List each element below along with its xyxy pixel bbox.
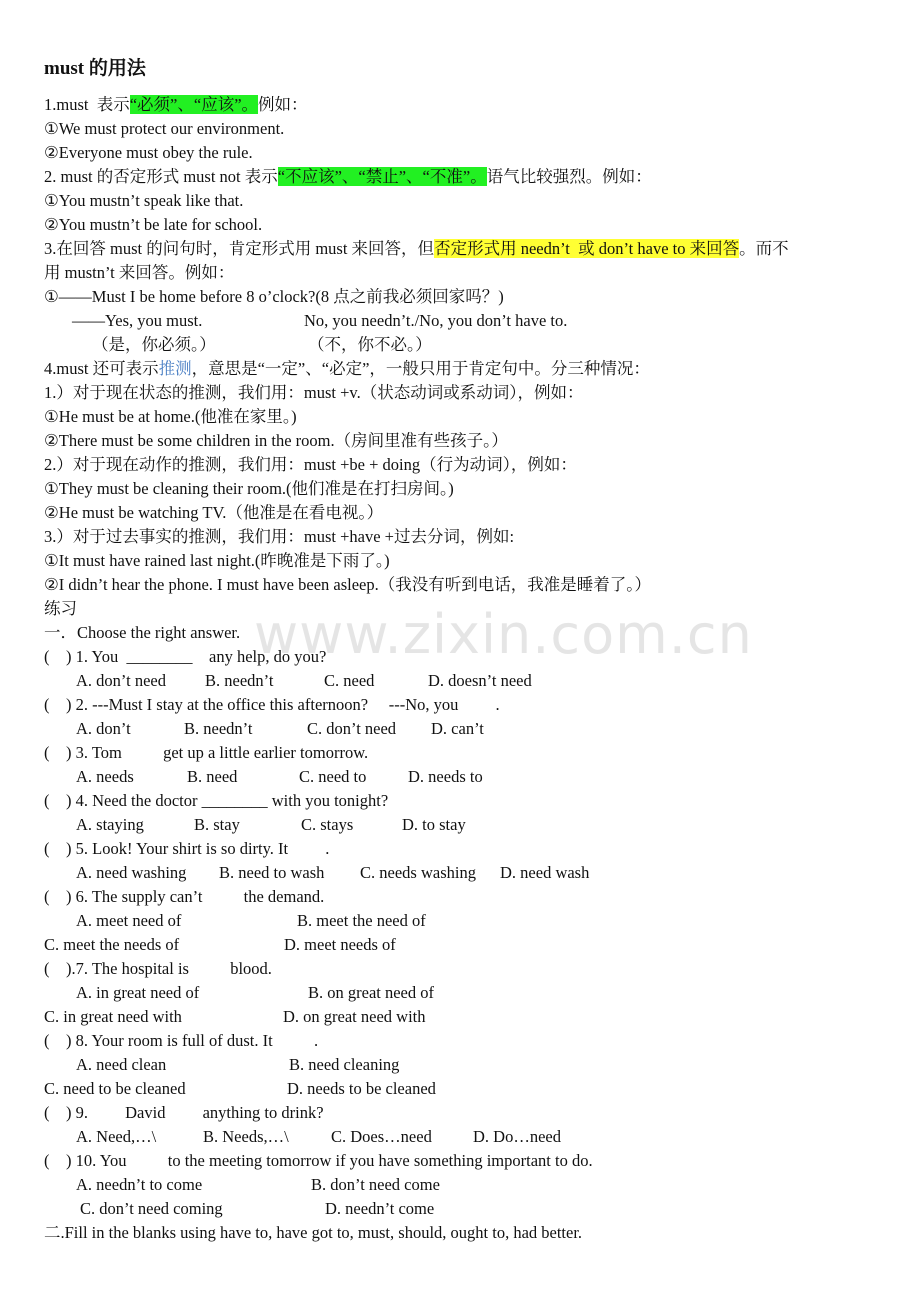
question-4: ( ) 4. Need the doctor ________ with you tonight? (44, 791, 389, 810)
question-5: ( ) 5. Look! Your shirt is so dirty. It . (44, 839, 330, 858)
option: D. needs to (408, 767, 483, 786)
example-line: ①He must be at home.(他准在家里。) (44, 407, 297, 426)
option: C. need (324, 671, 375, 690)
option: C. don’t need (307, 719, 397, 738)
example-line: ①It must have rained last night.(昨晚准是下雨了。) (44, 551, 390, 570)
option: B. need (187, 767, 238, 786)
option: B. need cleaning (289, 1055, 400, 1074)
option: D. meet needs of (284, 935, 396, 954)
option: C. stays (301, 815, 354, 834)
question-9: ( ) 9. David anything to drink? (44, 1103, 324, 1122)
question-3: ( ) 3. Tom get up a little earlier tomorrow. (44, 743, 369, 762)
example-line: ①You mustn’t speak like that. (44, 191, 244, 210)
option: D. need wash (500, 863, 590, 882)
option: D. needs to be cleaned (287, 1079, 436, 1098)
example-line: ②You mustn’t be late for school. (44, 215, 263, 234)
option: C. need to (299, 767, 367, 786)
section-3-heading: 3.在回答 must 的问句时，肯定形式用 must 来回答，但否定形式用 needn’t 或 don’t have to 来回答。而不 (44, 239, 789, 258)
example-answer: No, you needn’t./No, you don’t have to. (304, 311, 568, 330)
example-line: ②There must be some children in the room.（房间里准有些孩子。） (44, 431, 508, 450)
option: D. to stay (402, 815, 466, 834)
option: B. needn’t (205, 671, 274, 690)
option: D. Do…need (473, 1127, 561, 1146)
option: B. needn’t (184, 719, 253, 738)
option: B. stay (194, 815, 240, 834)
highlight-yellow: 否定形式用 needn’t 或 don’t have to 来回答 (434, 239, 740, 258)
option: A. don’t need (76, 671, 166, 690)
question-8: ( ) 8. Your room is full of dust. It . (44, 1031, 319, 1050)
question-10: ( ) 10. You to the meeting tomorrow if you have something important to do. (44, 1151, 593, 1170)
part-two-heading: 二.Fill in the blanks using have to, have got to, must, should, ought to, had better. (44, 1223, 583, 1242)
option: A. Need,…\ (76, 1127, 157, 1146)
example-line: ①They must be cleaning their room.(他们准是在打扫房间。) (44, 479, 454, 498)
question-7: ( ).7. The hospital is blood. (44, 959, 272, 978)
option: B. don’t need come (311, 1175, 440, 1194)
option: A. in great need of (76, 983, 200, 1002)
section-1-heading: 1.must 表示“必须”、“应该”。例如： (44, 95, 308, 114)
text-line: 3.）对于过去事实的推测，我们用：must +have +过去分词，例如: (44, 527, 515, 546)
example-answer: ——Yes, you must. (72, 311, 203, 330)
example-line: ①——Must I be home before 8 o’clock?(8 点之前我必须回家吗？) (44, 287, 504, 306)
option: D. doesn’t need (428, 671, 532, 690)
section-4-heading: 4.must 还可表示推测，意思是“一定”、“必定”，一般只用于肯定句中。分三种情况： (44, 359, 650, 378)
option: D. needn’t come (325, 1199, 435, 1218)
option: C. need to be cleaned (44, 1079, 186, 1098)
option: B. meet the need of (297, 911, 426, 930)
exercise-heading: 练习 (44, 599, 77, 618)
option: A. staying (76, 815, 144, 834)
text-line: 用 mustn’t 来回答。例如： (44, 263, 235, 282)
example-line: ②He must be watching TV.（他准是在看电视。） (44, 503, 384, 522)
option: D. on great need with (283, 1007, 426, 1026)
option: C. in great need with (44, 1007, 182, 1026)
watermark: www.zixin.com.cn (254, 603, 753, 666)
option: A. don’t (76, 719, 131, 738)
option: D. can’t (431, 719, 484, 738)
section-2-heading: 2. must 的否定形式 must not 表示“不应该”、“禁止”、“不准”。语气比较强烈。例如： (44, 167, 652, 186)
option: B. need to wash (219, 863, 325, 882)
option: C. needs washing (360, 863, 476, 882)
option: C. meet the needs of (44, 935, 180, 954)
option: A. meet need of (76, 911, 182, 930)
example-line: ②Everyone must obey the rule. (44, 143, 253, 162)
option: C. don’t need coming (80, 1199, 223, 1218)
option: A. need clean (76, 1055, 167, 1074)
option: B. on great need of (308, 983, 434, 1002)
part-one-heading: 一．Choose the right answer. (44, 623, 241, 642)
option: A. needs (76, 767, 134, 786)
highlight-green: “必须”、“应该”。 (129, 95, 259, 114)
text-line: 2.）对于现在动作的推测，我们用：must +be + doing（行为动词），例如： (44, 455, 577, 474)
option: B. Needs,…\ (203, 1127, 289, 1146)
blue-term: 推测 (158, 359, 192, 378)
example-translation: （是，你必须。） (92, 335, 216, 354)
text-line: 1.）对于现在状态的推测，我们用：must +v.（状态动词或系动词），例如： (44, 383, 584, 402)
option: C. Does…need (331, 1127, 432, 1146)
highlight-green: “不应该”、“禁止”、“不准”。 (277, 167, 487, 186)
page-title: must 的用法 (44, 58, 146, 79)
example-line: ②I didn’t hear the phone. I must have been asleep.（我没有听到电话，我准是睡着了。） (44, 575, 652, 594)
question-6: ( ) 6. The supply can’t the demand. (44, 887, 325, 906)
question-1: ( ) 1. You ________ any help, do you? (44, 647, 327, 666)
option: A. needn’t to come (76, 1175, 203, 1194)
question-2: ( ) 2. ---Must I stay at the office this afternoon? ---No, you . (44, 695, 500, 714)
option: A. need washing (76, 863, 187, 882)
example-translation: （不，你不必。） (308, 335, 432, 354)
example-line: ①We must protect our environment. (44, 119, 285, 138)
